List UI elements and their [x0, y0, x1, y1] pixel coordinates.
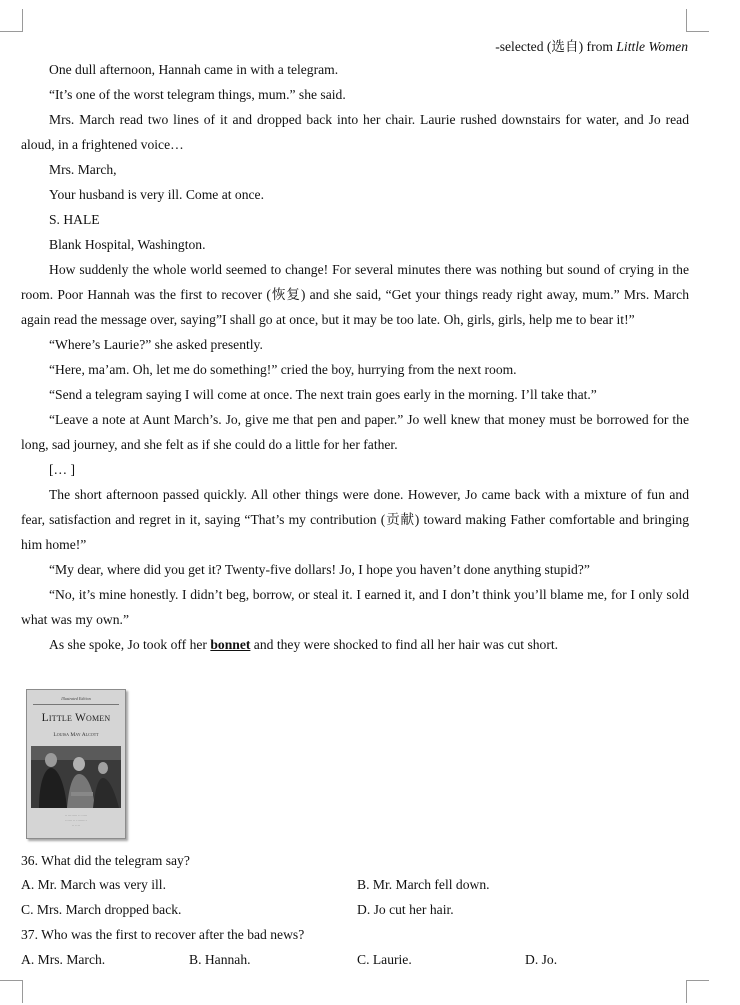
paragraph: “Leave a note at Aunt March’s. Jo, give me that pen and paper.” Jo well knew that money must be borrowed for the long, sad journey, and she felt as if she could do a little for her father.	[21, 412, 689, 452]
option-37-b: B. Hannah.	[189, 952, 251, 967]
cover-title: Little Women	[41, 712, 111, 724]
paragraph: “Send a telegram saying I will come at once. The next train goes early in the morning. I’ll take that.”	[49, 387, 597, 402]
paragraph	[21, 632, 689, 657]
source-title: Little Women	[616, 39, 688, 54]
telegram-body: Your husband is very ill. Come at once.	[49, 187, 264, 202]
question-36: 36. What did the telegram say?	[21, 853, 190, 868]
crop-mark-top-right	[686, 9, 709, 32]
text-run: and they were shocked to find all her hair was cut short.	[250, 637, 559, 652]
crop-mark-bottom-left	[0, 980, 23, 1003]
question-37: 37. Who was the first to recover after the bad news?	[21, 927, 305, 942]
option-36-d: D. Jo cut her hair.	[357, 902, 454, 917]
paragraph: “No, it’s mine honestly. I didn’t beg, borrow, or steal it. I earned it, and I don’t think you’ll blame me, for I only sold what was my own.”	[21, 587, 689, 627]
book-cover-image	[26, 689, 126, 839]
omission-marker: [… ]	[49, 462, 76, 477]
option-36-a: A. Mr. March was very ill.	[21, 877, 166, 892]
crop-mark-top-left	[0, 9, 23, 32]
telegram-salutation: Mrs. March,	[49, 162, 117, 177]
paragraph: One dull afternoon, Hannah came in with a telegram.	[49, 62, 339, 77]
paragraph: “My dear, where did you get it? Twenty-five dollars! Jo, I hope you haven’t done anything stupid?”	[49, 562, 590, 577]
source-line	[495, 35, 688, 55]
text-run: As she spoke, Jo took off her	[49, 637, 211, 652]
telegram-signature: S. HALE	[49, 212, 100, 227]
paragraph: How suddenly the whole world seemed to change! For several minutes there was nothing but sound of crying in the room. Poor Hannah was the first to recover (恢复) and she said, “Get your things ready right away, mum.” Mrs. March again read the message over, saying”I shall go at once, but it may be too late. Oh, girls, girls, help me to bear it!”	[21, 262, 689, 327]
passage	[21, 57, 689, 657]
keyword-bonnet: bonnet	[210, 637, 251, 652]
option-36-b: B. Mr. March fell down.	[357, 877, 490, 892]
cover-illustration	[31, 746, 121, 808]
option-37-d: D. Jo.	[525, 952, 558, 967]
paragraph: “Here, ma’am. Oh, let me do something!” cried the boy, hurrying from the next room.	[49, 362, 517, 377]
crop-mark-bottom-right	[686, 980, 709, 1003]
cover-rule	[33, 704, 119, 705]
option-37-a: A. Mrs. March.	[21, 952, 106, 967]
paragraph: “Where’s Laurie?” she asked presently.	[49, 337, 263, 352]
paragraph: Mrs. March read two lines of it and dropped back into her chair. Laurie rushed downstairs for water, and Jo read aloud, in a frightened voice…	[21, 112, 689, 152]
telegram-address: Blank Hospital, Washington.	[49, 237, 206, 252]
paragraph: The short afternoon passed quickly. All other things were done. However, Jo came back with a mixture of fun and fear, satisfaction and regret in it, saying “That’s my contribution (贡献) toward making Father comfortable and bringing him home!”	[21, 487, 689, 552]
cover-footer-marks: ·· ········ ·· ····· ······ ·· ········· ·· ····	[64, 814, 88, 828]
option-36-c: C. Mrs. March dropped back.	[21, 902, 182, 917]
cover-author: Louisa May Alcott	[53, 732, 99, 738]
source-prefix: -selected (选自) from	[495, 39, 617, 54]
option-37-c: C. Laurie.	[357, 952, 412, 967]
cover-edition: Illustrated Edition	[61, 696, 91, 701]
paragraph: “It’s one of the worst telegram things, mum.” she said.	[49, 87, 346, 102]
